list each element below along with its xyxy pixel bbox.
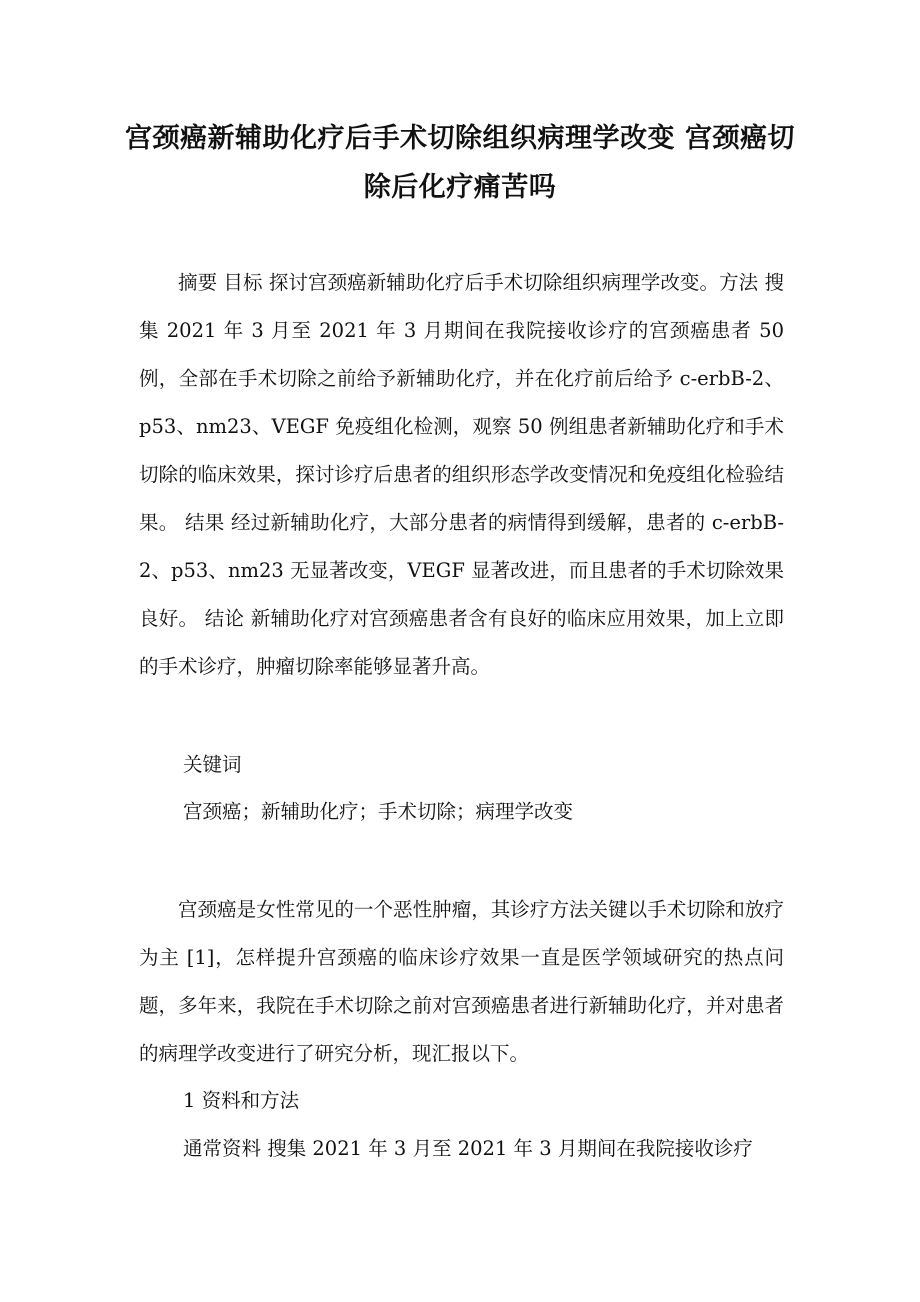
abstract-paragraph: 摘要 目标 探讨宫颈癌新辅助化疗后手术切除组织病理学改变。方法 搜集 2021 年 3 月至 2021 年 3 月期间在我院接收诊疗的宫颈癌患者 50 例，全部在手术切除之前给予新辅助化疗，并在化疗前后给予 c-erbB-2、p53、nm23、VEGF 免疫组化检测，观察 50 例组患者新辅助化疗和手术切除的临床效果，探讨诊疗后患者的组织形态学改变情况和免疫组化检验结果。 结果 经过新辅助化疗，大部分患者的病情得到缓解，患者的 c-erbB-2、p53、nm23 无显著改变，VEGF 显著改进，而且患者的手术切除效果良好。 结论 新辅助化疗对宫颈癌患者含有良好的临床应用效果，加上立即的手术诊疗，肿瘤切除率能够显著升高。 [139,271,784,678]
methods-paragraph-start: 通常资料 搜集 2021 年 3 月至 2021 年 3 月期间在我院接收诊疗 [183,1137,753,1160]
keywords-list: 宫颈癌；新辅助化疗；手术切除；病理学改变 [183,800,574,823]
intro-paragraph: 宫颈癌是女性常见的一个恶性肿瘤，其诊疗方法关键以手术切除和放疗为主 [1]，怎样提升宫颈癌的临床诊疗效果一直是医学领域研究的热点问题，多年来，我院在手术切除之前对宫颈癌患者进行新辅助化疗，并对患者的病理学改变进行了研究分析，现汇报以下。 [139,898,784,1065]
section-heading: 1 资料和方法 [183,1089,300,1112]
document-title: 宫颈癌新辅助化疗后手术切除组织病理学改变 宫颈癌切除后化疗痛苦吗 [125,123,795,203]
keywords-label: 关键词 [183,753,242,776]
